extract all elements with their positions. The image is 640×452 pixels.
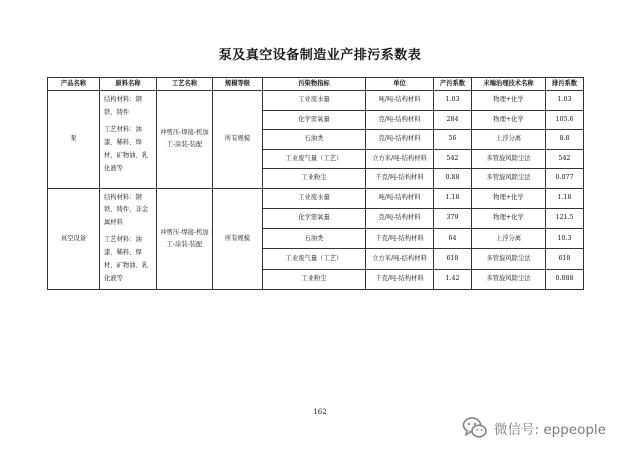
emit-coef-cell: 105.6 <box>546 110 584 130</box>
pollutant-cell: 工业粉尘 <box>263 169 366 189</box>
treatment-cell: 上浮分离 <box>472 229 546 249</box>
emit-coef-cell: 121.5 <box>546 208 584 228</box>
treatment-cell: 多管旋风除尘法 <box>472 149 546 169</box>
emit-coef-cell: 10.3 <box>546 229 584 249</box>
pollutant-cell: 工业废水量 <box>263 188 366 208</box>
emission-coefficient-table <box>47 77 584 290</box>
emit-coef-cell: 0.077 <box>546 169 584 189</box>
material-cell: 结构材料：钢铁、铸件 工艺材料：油漆、稀料、焊材、矿物油、乳化液等 <box>100 91 157 189</box>
material-cell: 结构材料：钢铁、铸件、非金属材料 工艺材料：油漆、稀料、焊材、矿物油、乳化液等 <box>100 188 157 289</box>
produce-coef-cell: 1.42 <box>434 269 472 289</box>
unit-cell: 克/吨-结构材料 <box>366 208 434 228</box>
treatment-cell: 上浮分离 <box>472 130 546 150</box>
pollutant-cell: 工业废气量（工艺） <box>263 249 366 269</box>
table-header-row <box>48 78 584 91</box>
emit-coef-cell: 618 <box>546 249 584 269</box>
unit-cell: 千克/吨-结构材料 <box>366 229 434 249</box>
pollutant-cell: 化学需氧量 <box>263 110 366 130</box>
unit-cell: 立方米/吨-结构材料 <box>366 249 434 269</box>
header-cell: 工艺名称 <box>157 78 213 91</box>
watermark <box>462 416 606 440</box>
process-cell: 冲剪压-焊接-机加工-涂装-装配 <box>157 91 213 189</box>
emit-coef-cell: 0.088 <box>546 269 584 289</box>
document-title: 泵及真空设备制造业产排污系数表 <box>218 48 422 63</box>
pollutant-cell: 工业粉尘 <box>263 269 366 289</box>
treatment-cell: 物理+化学 <box>472 188 546 208</box>
unit-cell: 吨/吨-结构材料 <box>366 188 434 208</box>
unit-cell: 吨/吨-结构材料 <box>366 91 434 111</box>
emit-coef-cell: 8.8 <box>546 130 584 150</box>
produce-coef-cell: 379 <box>434 208 472 228</box>
treatment-cell: 物理+化学 <box>472 208 546 228</box>
scale-cell: 所有规模 <box>213 91 263 189</box>
treatment-cell: 物理+化学 <box>472 110 546 130</box>
unit-cell: 克/吨-结构材料 <box>366 130 434 150</box>
pollutant-cell: 石油类 <box>263 130 366 150</box>
wechat-icon <box>462 416 488 440</box>
produce-coef-cell: 1.03 <box>434 91 472 111</box>
table-row <box>48 91 584 111</box>
pollutant-cell: 化学需氧量 <box>263 208 366 228</box>
produce-coef-cell: 284 <box>434 110 472 130</box>
product-name-cell: 真空设备 <box>48 188 100 289</box>
header-cell: 原料名称 <box>100 78 157 91</box>
produce-coef-cell: 542 <box>434 149 472 169</box>
header-cell: 污染物指标 <box>263 78 366 91</box>
treatment-cell: 物理+化学 <box>472 91 546 111</box>
unit-cell: 千克/吨-结构材料 <box>366 269 434 289</box>
header-cell: 规模等级 <box>213 78 263 91</box>
header-cell: 单位 <box>366 78 434 91</box>
treatment-cell: 多管旋风除尘法 <box>472 169 546 189</box>
header-cell: 排污系数 <box>546 78 584 91</box>
table-row <box>48 188 584 208</box>
pollutant-cell: 工业废水量 <box>263 91 366 111</box>
produce-coef-cell: 56 <box>434 130 472 150</box>
produce-coef-cell: 0.88 <box>434 169 472 189</box>
product-name-cell: 泵 <box>48 91 100 189</box>
header-cell: 产污系数 <box>434 78 472 91</box>
produce-coef-cell: 618 <box>434 249 472 269</box>
emit-coef-cell: 1.18 <box>546 188 584 208</box>
table-body <box>48 91 584 290</box>
pollutant-cell: 石油类 <box>263 229 366 249</box>
scale-cell: 所有规模 <box>213 188 263 289</box>
watermark-text: 微信号: eppeople <box>494 422 606 438</box>
treatment-cell: 多管旋风除尘法 <box>472 269 546 289</box>
pollutant-cell: 工业废气量（工艺） <box>263 149 366 169</box>
header-cell: 末端治理技术名称 <box>472 78 546 91</box>
emit-coef-cell: 1.03 <box>546 91 584 111</box>
treatment-cell: 多管旋风除尘法 <box>472 249 546 269</box>
unit-cell: 千克/吨-结构材料 <box>366 169 434 189</box>
page-number: 162 <box>313 408 327 416</box>
header-cell: 产品名称 <box>48 78 100 91</box>
produce-coef-cell: 64 <box>434 229 472 249</box>
unit-cell: 立方米/吨-结构材料 <box>366 149 434 169</box>
process-cell: 冲剪压-焊接-机加工-涂装-装配 <box>157 188 213 289</box>
emit-coef-cell: 542 <box>546 149 584 169</box>
unit-cell: 克/吨-结构材料 <box>366 110 434 130</box>
produce-coef-cell: 1.18 <box>434 188 472 208</box>
